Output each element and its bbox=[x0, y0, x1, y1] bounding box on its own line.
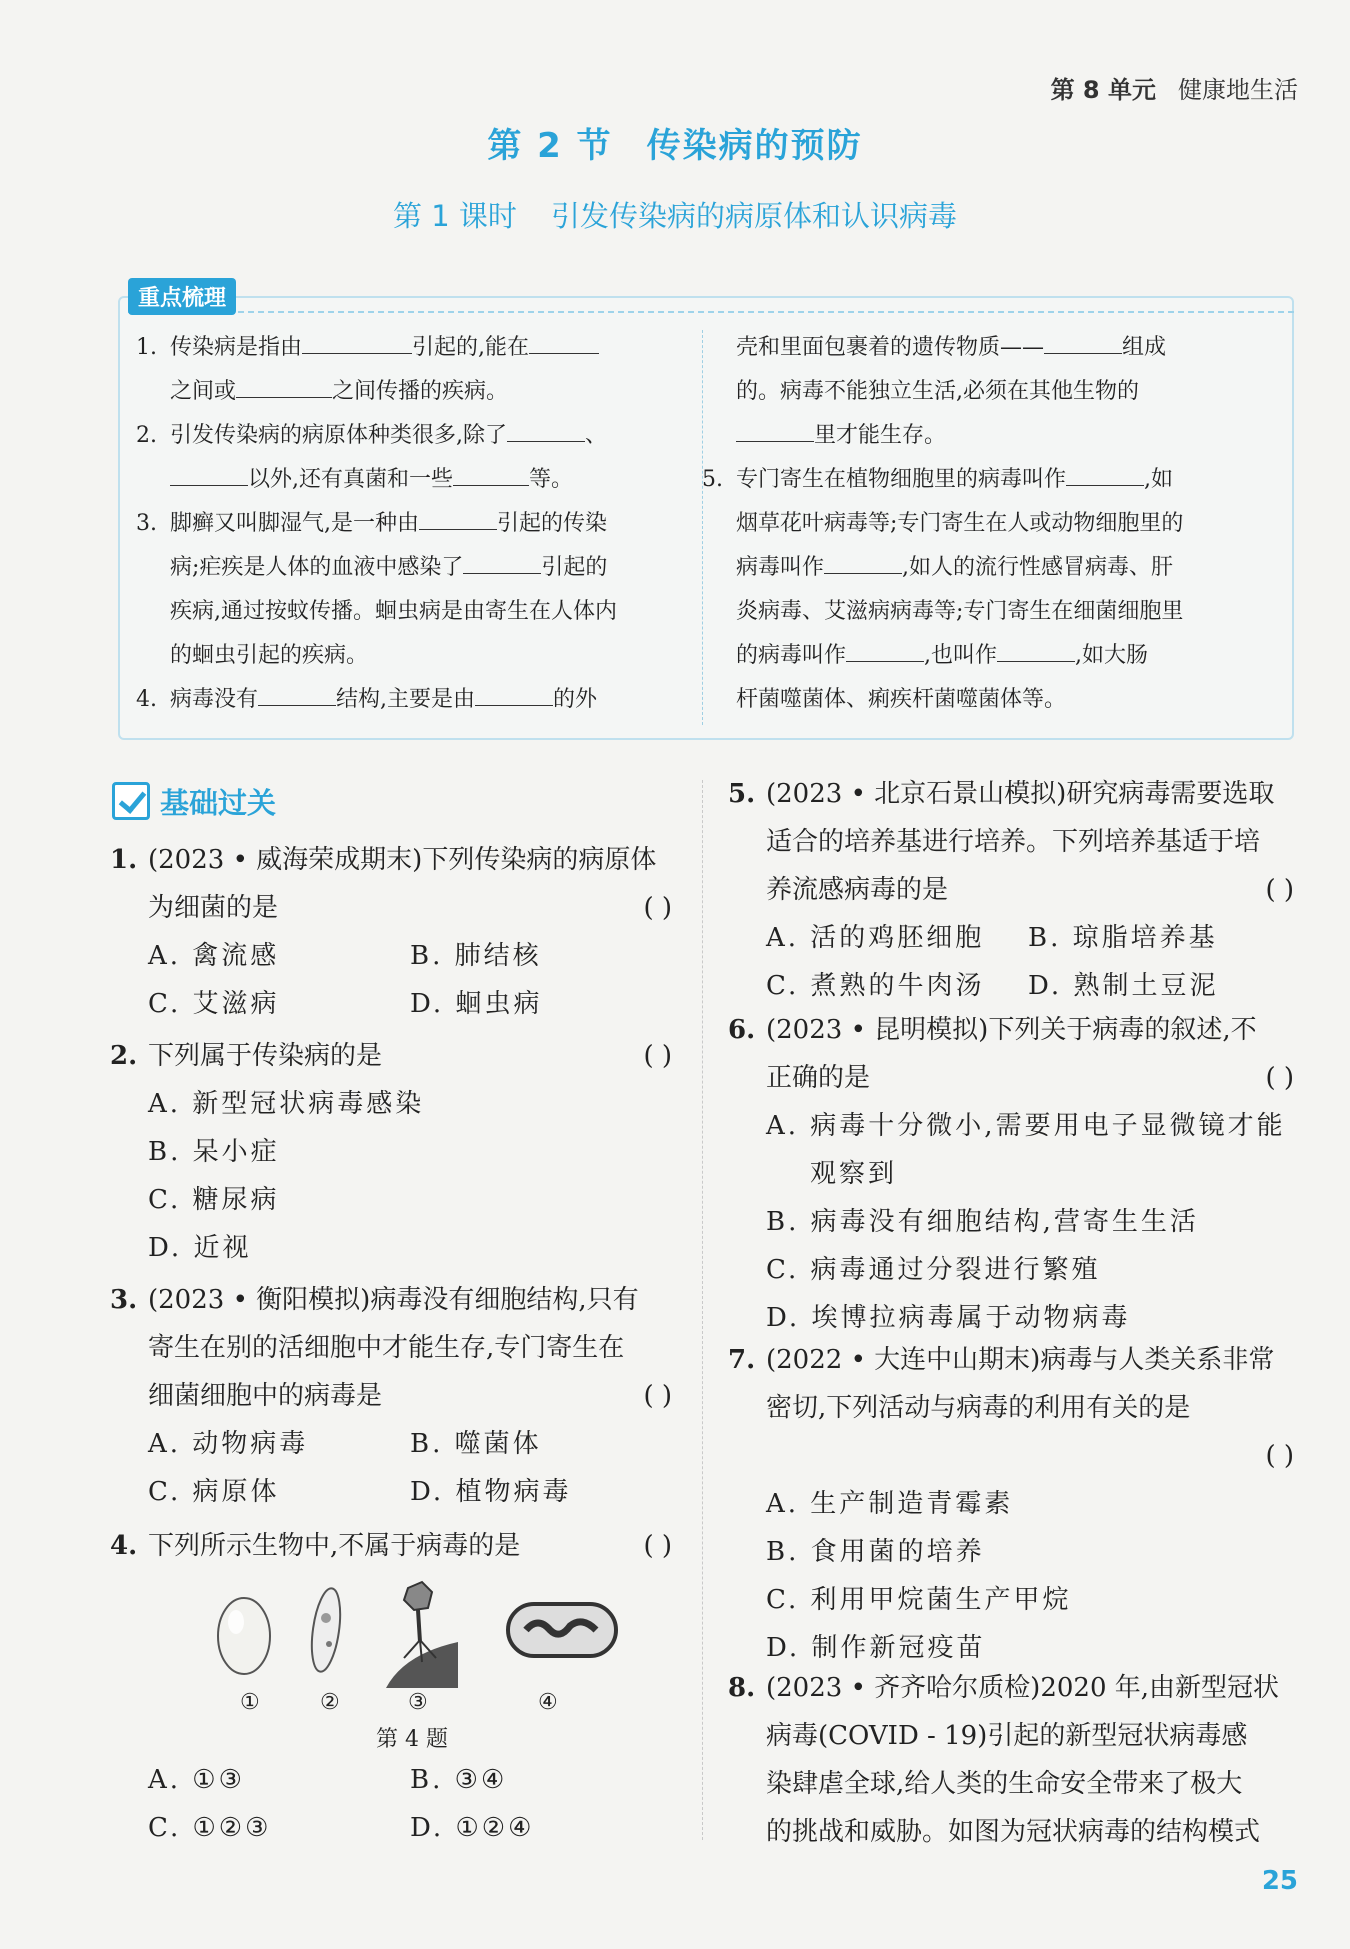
figure-label-2: ② bbox=[320, 1690, 340, 1715]
fill-blank[interactable] bbox=[846, 634, 924, 662]
figure-caption: 第 4 题 bbox=[376, 1727, 448, 1752]
option-b[interactable]: B. ③④ bbox=[410, 1765, 508, 1795]
question-4-options bbox=[110, 1756, 672, 1852]
option-d[interactable]: D. 制作新冠疫苗 bbox=[766, 1633, 986, 1663]
answer-parentheses[interactable]: ( ) bbox=[643, 1531, 672, 1561]
unit-number: 第 8 单元 bbox=[1050, 76, 1156, 104]
key-point-3: 3. 脚癣又叫脚湿气,是一种由 引起的传染 病;疟疾是人体的血液中感染了 引起的 疾病,通过按蚊传播。蛔虫病是由寄生在人体内 的蛔虫引起的疾病。 bbox=[136, 502, 676, 678]
basic-section-title: 基础过关 bbox=[160, 785, 277, 820]
option-b[interactable]: B. 噬菌体 bbox=[410, 1429, 542, 1459]
fill-blank[interactable] bbox=[475, 678, 553, 706]
fill-blank[interactable] bbox=[507, 414, 585, 442]
option-c[interactable]: C. 利用甲烷菌生产甲烷 bbox=[766, 1585, 1072, 1615]
figure-label-4: ④ bbox=[538, 1690, 558, 1715]
options-row bbox=[110, 1756, 672, 1804]
option-d[interactable]: D. 熟制土豆泥 bbox=[1028, 971, 1219, 1001]
paramecium-icon bbox=[307, 1587, 344, 1674]
option-c[interactable]: C. ①②③ bbox=[148, 1813, 272, 1843]
question-6: 6. (2023 • 昆明模拟)下列关于病毒的叙述,不 正确的是 ( ) A. 病毒十分微小,需要用电子显微镜才能 观察到 B. 病毒没有细胞结构,营寄生生活 C. 病毒通过分裂进行繁殖 D. 埃博拉病毒属于动物病毒 bbox=[728, 1006, 1294, 1342]
figure-label-1: ① bbox=[240, 1690, 260, 1715]
option-d[interactable]: D. 近视 bbox=[148, 1233, 252, 1263]
question-number: 4. bbox=[110, 1531, 138, 1561]
key-point-4-continued: 壳和里面包裹着的遗传物质—— 组成 的。病毒不能独立生活,必须在其他生物的 里才能生存。 bbox=[726, 326, 1268, 458]
option-b[interactable]: B. 病毒没有细胞结构,营寄生生活 bbox=[766, 1207, 1199, 1237]
question-number: 1. bbox=[110, 845, 138, 875]
options-row bbox=[110, 1468, 672, 1516]
option-a[interactable]: A. ①③ bbox=[148, 1765, 245, 1795]
question-number: 6. bbox=[728, 1015, 756, 1045]
fill-blank[interactable] bbox=[302, 326, 412, 354]
option-a[interactable]: A. 新型冠状病毒感染 bbox=[148, 1089, 425, 1119]
fill-blank[interactable] bbox=[1066, 458, 1144, 486]
lesson-number: 第 1 课时 bbox=[393, 199, 517, 233]
option-a-continued[interactable]: 观察到 bbox=[810, 1159, 898, 1189]
key-point-2: 2. 引发传染病的病原体种类很多,除了 、 以外,还有真菌和一些 等。 bbox=[136, 414, 676, 502]
fill-blank[interactable] bbox=[453, 458, 529, 486]
egg-cell-icon bbox=[218, 1598, 270, 1674]
options-row bbox=[728, 962, 1294, 1010]
option-b[interactable]: B. 呆小症 bbox=[148, 1137, 280, 1167]
key-points-tab: 重点梳理 bbox=[128, 278, 236, 315]
option-b[interactable]: B. 琼脂培养基 bbox=[1028, 923, 1218, 953]
question-5: 5. (2023 • 北京石景山模拟)研究病毒需要选取 适合的培养基进行培养。下列培养基适于培 养流感病毒的是 ( ) A. 活的鸡胚细胞 B. 琼脂培养基 C. 煮熟的牛肉汤 D. 熟制土豆泥 bbox=[728, 770, 1294, 1010]
options-row bbox=[110, 1804, 672, 1852]
question-number: 7. bbox=[728, 1345, 756, 1375]
question-1: 1. (2023 • 威海荣成期末)下列传染病的病原体 为细菌的是 ( ) A. 禽流感 B. 肺结核 C. 艾滋病 D. 蛔虫病 bbox=[110, 836, 672, 1028]
key-point-5: 5. 专门寄生在植物细胞里的病毒叫作 ,如 烟草花叶病毒等;专门寄生在人或动物细胞里的 病毒叫作 ,如人的流行性感冒病毒、肝 炎病毒、艾滋病病毒等;专门寄生在细菌细胞里 的病毒叫作 ,也叫作 ,如大肠 杆菌噬菌体、痢疾杆菌噬菌体等。 bbox=[702, 458, 1268, 722]
option-a[interactable]: A. 禽流感 bbox=[148, 941, 280, 971]
key-point-1: 1. 传染病是指由 引起的,能在 之间或 之间传播的疾病。 bbox=[136, 326, 676, 414]
figure-label-3: ③ bbox=[408, 1690, 428, 1715]
option-b[interactable]: B. 食用菌的培养 bbox=[766, 1537, 985, 1567]
unit-header bbox=[1051, 70, 1298, 105]
key-points-dashed-line bbox=[128, 311, 1294, 313]
option-d[interactable]: D. 植物病毒 bbox=[410, 1477, 572, 1507]
option-d[interactable]: D. ①②④ bbox=[410, 1813, 535, 1843]
question-number: 8. bbox=[728, 1673, 756, 1703]
option-d[interactable]: D. 蛔虫病 bbox=[410, 989, 543, 1019]
lesson-title bbox=[0, 194, 1350, 235]
answer-parentheses[interactable]: ( ) bbox=[1265, 875, 1294, 905]
options-row bbox=[110, 1420, 672, 1468]
fill-blank[interactable] bbox=[463, 546, 541, 574]
key-points-right-column bbox=[702, 326, 1268, 722]
option-c[interactable]: C. 糖尿病 bbox=[148, 1185, 280, 1215]
key-points-left-column bbox=[136, 326, 676, 722]
answer-parentheses[interactable]: ( ) bbox=[1265, 1441, 1294, 1471]
question-number: 3. bbox=[110, 1285, 138, 1315]
page-number: 25 bbox=[1261, 1866, 1298, 1896]
fill-blank[interactable] bbox=[736, 414, 814, 442]
options-row bbox=[110, 980, 672, 1028]
option-a[interactable]: A. 生产制造青霉素 bbox=[766, 1489, 1014, 1519]
option-a[interactable]: A. 病毒十分微小,需要用电子显微镜才能 bbox=[766, 1111, 1286, 1141]
organisms-illustration bbox=[208, 1578, 628, 1688]
question-4: 4. 下列所示生物中,不属于病毒的是 ( ) bbox=[110, 1522, 672, 1570]
option-d[interactable]: D. 埃博拉病毒属于动物病毒 bbox=[766, 1303, 1131, 1333]
section-name: 传染病的预防 bbox=[646, 126, 863, 166]
options-row bbox=[728, 914, 1294, 962]
fill-blank[interactable] bbox=[419, 502, 497, 530]
question-number: 2. bbox=[110, 1041, 138, 1071]
fill-blank[interactable] bbox=[236, 370, 332, 398]
key-point-4: 4. 病毒没有 结构,主要是由 的外 bbox=[136, 678, 676, 722]
answer-parentheses[interactable]: ( ) bbox=[1265, 1063, 1294, 1093]
column-divider bbox=[702, 780, 703, 1840]
question-8: 8. (2023 • 齐齐哈尔质检)2020 年,由新型冠状 病毒(COVID - 19)引起的新型冠状病毒感 染肆虐全球,给人类的生命安全带来了极大 的挑战和威胁。如图为冠状病毒的结构模式 bbox=[728, 1664, 1294, 1856]
option-c[interactable]: C. 病毒通过分裂进行繁殖 bbox=[766, 1255, 1101, 1285]
question-3: 3. (2023 • 衡阳模拟)病毒没有细胞结构,只有 寄生在别的活细胞中才能生存,专门寄生在 细菌细胞中的病毒是 ( ) A. 动物病毒 B. 噬菌体 C. 病原体 D. 植物病毒 bbox=[110, 1276, 672, 1516]
option-a[interactable]: A. 活的鸡胚细胞 bbox=[766, 923, 985, 953]
checkbox-icon bbox=[112, 782, 150, 820]
answer-parentheses[interactable]: ( ) bbox=[643, 1381, 672, 1411]
fill-blank[interactable] bbox=[529, 326, 599, 354]
section-title bbox=[0, 118, 1350, 167]
option-c[interactable]: C. 煮熟的牛肉汤 bbox=[766, 971, 985, 1001]
unit-title: 健康地生活 bbox=[1178, 76, 1298, 104]
option-c[interactable]: C. 艾滋病 bbox=[148, 989, 280, 1019]
answer-parentheses[interactable]: ( ) bbox=[643, 1041, 672, 1071]
fill-blank[interactable] bbox=[997, 634, 1075, 662]
cell-surface-icon bbox=[386, 1642, 458, 1688]
answer-parentheses[interactable]: ( ) bbox=[643, 893, 672, 923]
option-b[interactable]: B. 肺结核 bbox=[410, 941, 542, 971]
lesson-name: 引发传染病的病原体和认识病毒 bbox=[550, 199, 957, 233]
fill-blank[interactable] bbox=[258, 678, 336, 706]
question-number: 5. bbox=[728, 779, 756, 809]
fill-blank[interactable] bbox=[824, 546, 902, 574]
options-row bbox=[110, 932, 672, 980]
section-number: 第 2 节 bbox=[487, 126, 613, 166]
option-c[interactable]: C. 病原体 bbox=[148, 1477, 280, 1507]
question-2: 2. 下列属于传染病的是 ( ) A. 新型冠状病毒感染 B. 呆小症 C. 糖尿病 D. 近视 bbox=[110, 1032, 672, 1272]
fill-blank[interactable] bbox=[170, 458, 248, 486]
question-4-figure bbox=[208, 1578, 628, 1752]
bacteriophage-icon bbox=[404, 1582, 432, 1610]
basic-section-head bbox=[112, 780, 276, 822]
option-a[interactable]: A. 动物病毒 bbox=[148, 1429, 309, 1459]
fill-blank[interactable] bbox=[1044, 326, 1122, 354]
question-7: 7. (2022 • 大连中山期末)病毒与人类关系非常 密切,下列活动与病毒的利用有关的是 ( ) A. 生产制造青霉素 B. 食用菌的培养 C. 利用甲烷菌生产甲烷 D. 制作新冠疫苗 bbox=[728, 1336, 1294, 1672]
